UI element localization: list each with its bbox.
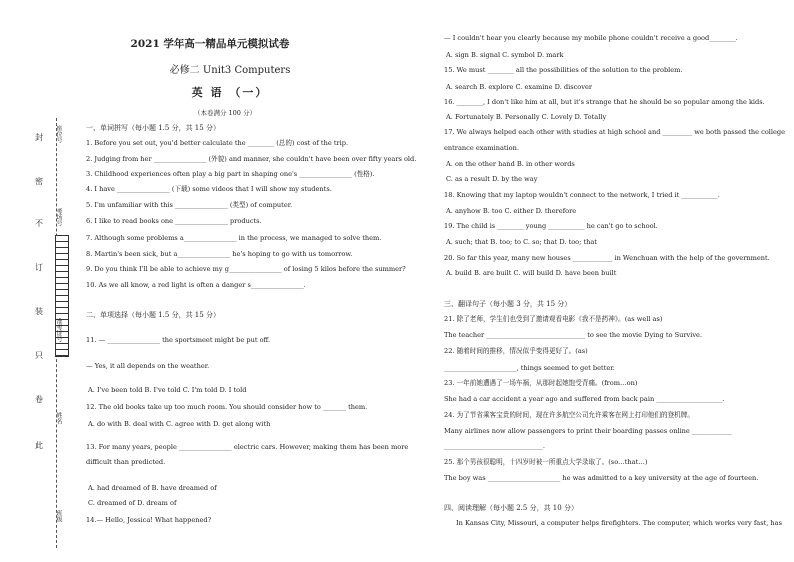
binding-char: 不 bbox=[35, 219, 43, 228]
section-heading: 二、单项选择（每小题 1.5 分，共 15 分） bbox=[86, 311, 220, 319]
question-line: 23. 一年前她遭遇了一场车祸，从那时起她饱受背痛。(from…on) bbox=[444, 379, 638, 387]
class-label: 班级 bbox=[55, 510, 62, 522]
question-line: — Yes, it all depends on the weather. bbox=[86, 362, 210, 370]
question-line: 17. We always helped each other with studies at high school and _________ we both passed the college bbox=[444, 128, 786, 136]
exam-room-label: 考场号 bbox=[55, 208, 62, 226]
score-note: （本卷满分 100 分） bbox=[193, 109, 257, 117]
section-heading: 一、单词拼写（每小题 1.5 分，共 15 分） bbox=[86, 124, 220, 132]
question-line: 10. As we all know, a red light is often a danger s________________. bbox=[86, 281, 306, 289]
question-line: 22. 随着时间的推移，情况似乎变得更好了。(as) bbox=[444, 347, 588, 355]
question-line: — I couldn't hear you clearly because my mobile phone couldn't receive a good________. bbox=[444, 34, 738, 42]
binding-char: 只 bbox=[35, 351, 43, 360]
question-line: The teacher ______________________________ to see the movie Dying to Survive. bbox=[444, 331, 703, 339]
binding-char: 此 bbox=[35, 441, 43, 450]
admission-number-label: 准考证号 bbox=[55, 318, 62, 342]
question-line: 24. 为了节省乘客宝贵的时间，现在许多航空公司允许乘客在网上打印他们的登机牌。 bbox=[444, 411, 694, 419]
question-line: 1. Before you set out, you'd better calculate the ________ (总的) cost of the trip. bbox=[86, 139, 349, 147]
question-line: 21. 除了老师，学生们也受到了邀请观看电影《我不是药神》。(as well as) bbox=[444, 315, 663, 323]
question-line: She had a car accident a year ago and suffered from back pain ____________________. bbox=[444, 395, 725, 403]
question-line: 3. Childhood experiences often play a big part in shaping one's ________________ (性格). bbox=[86, 170, 375, 178]
question-line: 9. Do you think I'll be able to achieve my g________________ of losing 5 kilos before the summer? bbox=[86, 265, 406, 273]
option-line: A. search B. explore C. examine D. discover bbox=[446, 83, 593, 91]
option-line: C. dreamed of D. dream of bbox=[88, 499, 177, 507]
exam-subject: 英 语 （一） bbox=[191, 86, 269, 99]
question-line: 18. Knowing that my laptop wouldn't connect to the network, I tried it ___________. bbox=[444, 191, 720, 199]
option-line: A. such; that B. too; to C. so; that D. too; that bbox=[446, 238, 597, 246]
question-line: 5. I'm unfamiliar with this ________________ (类型) of computer. bbox=[86, 201, 293, 209]
question-line: Many airlines now allow passengers to print their boarding passes online ____________ bbox=[444, 427, 732, 435]
question-line: 20. So far this year, many new houses ____________ in Wenchuan with the help of the government. bbox=[444, 254, 770, 262]
binding-char: 封 bbox=[35, 133, 43, 142]
passage-line: In Kansas City, Missouri, a computer helps firefighters. The computer, which works very fast, has bbox=[456, 519, 782, 527]
question-line: 6. I like to read books one ________________ products. bbox=[86, 217, 262, 225]
question-line: 13. For many years, people ________________ electric cars. However, making them has been more bbox=[86, 443, 409, 451]
question-line: 14.— Hello, Jessica! What happened? bbox=[86, 516, 212, 524]
seat-number-label: 座位号 bbox=[55, 125, 62, 143]
binding-char: 密 bbox=[35, 177, 43, 186]
question-line: ______________________, things seemed to get better. bbox=[444, 364, 615, 372]
exam-title: 2021 学年高一精品单元模拟试卷 bbox=[130, 38, 290, 50]
question-line: 12. The old books take up too much room. You should consider how to _______ them. bbox=[86, 403, 368, 411]
question-line: The boy was ______________________ he was admitted to a key university at the age of fourteen. bbox=[444, 474, 759, 482]
question-line: ______________________________. bbox=[444, 442, 546, 450]
question-line: 4. I have ________________ (下载) some videos that I will show my students. bbox=[86, 185, 332, 193]
binding-char: 装 bbox=[35, 307, 43, 316]
question-line: 11. — ________________ the sportsmeet might be put off. bbox=[86, 336, 271, 344]
question-line: entrance examination. bbox=[444, 144, 519, 152]
name-label: 姓名 bbox=[55, 412, 62, 424]
section-heading: 四、阅读理解（每小题 2.5 分，共 10 分） bbox=[444, 504, 578, 512]
option-line: A. build B. are built C. will build D. have been built bbox=[446, 269, 617, 277]
option-line: A. Fortunately B. Personally C. Lovely D. Totally bbox=[446, 113, 607, 121]
option-line: C. as a result D. by the way bbox=[446, 175, 538, 183]
question-line: 7. Although some problems a________________ in the process, we managed to solve them. bbox=[86, 234, 382, 242]
question-line: 15. We must ________ all the possibilities of the solution to the problem. bbox=[444, 66, 683, 74]
question-line: 19. The child is ________ young ___________ he can't go to school. bbox=[444, 222, 658, 230]
exam-subtitle: 必修二 Unit3 Computers bbox=[169, 65, 291, 76]
binding-char: 订 bbox=[35, 263, 43, 272]
question-line: difficult than predicted. bbox=[86, 458, 166, 466]
binding-char: 卷 bbox=[35, 395, 43, 404]
section-heading: 三、翻译句子（每小题 3 分，共 15 分） bbox=[444, 300, 572, 308]
option-line: A. do with B. deal with C. agree with D. get along with bbox=[88, 420, 271, 428]
question-line: 2. Judging from her ________________ (外貌) and manner, she couldn't have been over fifty years old. bbox=[86, 155, 417, 163]
question-line: 25. 那个男孩很聪明，十四岁时被一所重点大学录取了。(so…that…) bbox=[444, 458, 648, 466]
option-line: A. I've been told B. I've told C. I'm told D. I told bbox=[88, 386, 247, 394]
option-line: A. had dreamed of B. have dreamed of bbox=[88, 484, 217, 492]
question-line: 8. Martin's been sick, but a________________ he's hoping to go with us tomorrow. bbox=[86, 250, 353, 258]
option-line: A. on the other hand B. in other words bbox=[446, 160, 575, 168]
option-line: A. sign B. signal C. symbol D. mark bbox=[446, 51, 564, 59]
option-line: A. anyhow B. too C. either D. therefore bbox=[446, 207, 577, 215]
question-line: 16. ________, I don't like him at all, but it's strange that he should be so popular among the kids. bbox=[444, 98, 765, 106]
